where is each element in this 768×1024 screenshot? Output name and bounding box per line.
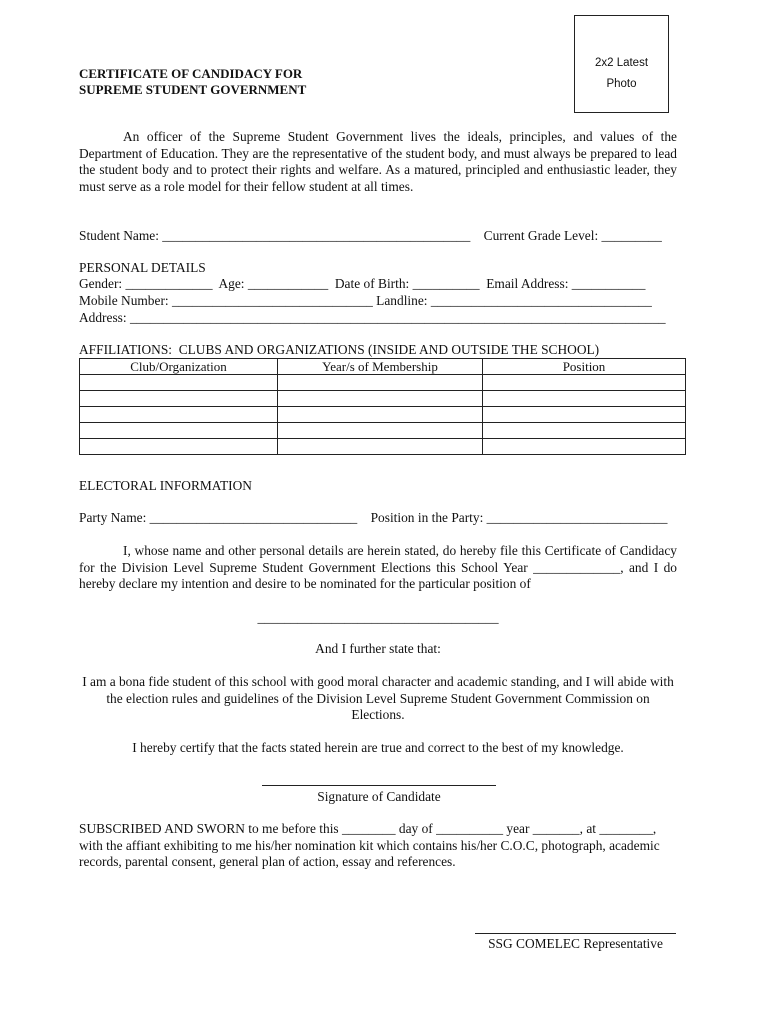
column-header-club: Club/Organization	[80, 359, 278, 375]
table-row	[80, 439, 686, 455]
certify-line: I hereby certify that the facts stated herein are true and correct to the best of my knowledge.	[132, 740, 624, 755]
intro-paragraph: An officer of the Supreme Student Government lives the ideals, principles, and values of the Department of Education. They are the representative of the student body, and must always be prepared to lead the student body and to protect their rights and welfare. As a matured, principled and enthusiastic leader, they must serve as a role model for their fellow student at all times.	[79, 129, 677, 194]
bona-fide-paragraph: I am a bona fide student of this school with good moral character and academic standing, and I will abide with the election rules and guidelines of the Division Level Supreme Student Government Commission on Elections.	[82, 674, 674, 722]
title-line1: CERTIFICATE OF CANDIDACY FOR	[79, 66, 303, 81]
mobile-landline-line[interactable]: Mobile Number: ______________________________ Landline: _________________________________	[79, 293, 652, 308]
further-state-line: And I further state that:	[315, 641, 441, 656]
affiliations-table	[79, 358, 686, 455]
table-cell[interactable]	[80, 407, 278, 423]
table-cell[interactable]	[278, 423, 483, 439]
address-line[interactable]: Address: ________________________________________________________________________________	[79, 310, 666, 325]
table-row	[80, 407, 686, 423]
candidate-signature-line[interactable]	[262, 785, 496, 786]
table-cell[interactable]	[278, 407, 483, 423]
nominated-position-blank[interactable]: ____________________________________	[257, 610, 499, 625]
declaration-paragraph-block	[79, 543, 677, 593]
table-row	[80, 423, 686, 439]
personal-details-heading: PERSONAL DETAILS	[79, 260, 206, 275]
table-cell[interactable]	[483, 391, 686, 407]
column-header-years: Year/s of Membership	[278, 359, 483, 375]
table-cell[interactable]	[483, 375, 686, 391]
table-row	[80, 391, 686, 407]
document-title	[79, 66, 306, 98]
party-name-position-line[interactable]: Party Name: _______________________________ Position in the Party: ___________________________	[79, 510, 668, 525]
student-name-grade-line[interactable]: Student Name: ______________________________________________ Current Grade Level: _________	[79, 228, 662, 243]
representative-signature-line[interactable]	[475, 933, 676, 934]
table-cell[interactable]	[278, 375, 483, 391]
intro-paragraph-block	[79, 129, 677, 195]
table-cell[interactable]	[80, 375, 278, 391]
representative-label: SSG COMELEC Representative	[488, 936, 663, 951]
affiliations-header-row	[80, 359, 686, 375]
column-header-position: Position	[483, 359, 686, 375]
table-cell[interactable]	[278, 439, 483, 455]
gender-age-dob-email-line[interactable]: Gender: _____________ Age: ____________ Date of Birth: __________ Email Address: ___________	[79, 276, 646, 291]
photo-label-line1: 2x2 Latest	[594, 57, 649, 69]
table-cell[interactable]	[278, 391, 483, 407]
declaration-paragraph: I, whose name and other personal details are herein stated, do hereby file this Certificate of Candidacy for the Division Level Supreme Student Government Elections this School Year _____________, and I do hereby declare my intention and desire to be nominated for the particular position of	[79, 543, 677, 591]
affiliations-heading: AFFILIATIONS: CLUBS AND ORGANIZATIONS (INSIDE AND OUTSIDE THE SCHOOL)	[79, 342, 600, 357]
table-cell[interactable]	[483, 423, 686, 439]
title-line2: SUPREME STUDENT GOVERNMENT	[79, 82, 307, 97]
candidate-signature-label: Signature of Candidate	[317, 789, 441, 804]
table-cell[interactable]	[483, 439, 686, 455]
table-cell[interactable]	[483, 407, 686, 423]
photo-placeholder-box	[574, 15, 669, 113]
table-row	[80, 375, 686, 391]
sworn-paragraph: SUBSCRIBED AND SWORN to me before this ________ day of __________ year _______, at ________, with the affiant exhibiting to me his/her nomination kit which contains his/her C.O.C, photograph, academic records, parental consent, general plan of action, essay and references.	[79, 821, 660, 869]
electoral-information-heading: ELECTORAL INFORMATION	[79, 478, 252, 493]
table-cell[interactable]	[80, 423, 278, 439]
table-cell[interactable]	[80, 439, 278, 455]
table-cell[interactable]	[80, 391, 278, 407]
photo-label-line2: Photo	[606, 78, 637, 90]
